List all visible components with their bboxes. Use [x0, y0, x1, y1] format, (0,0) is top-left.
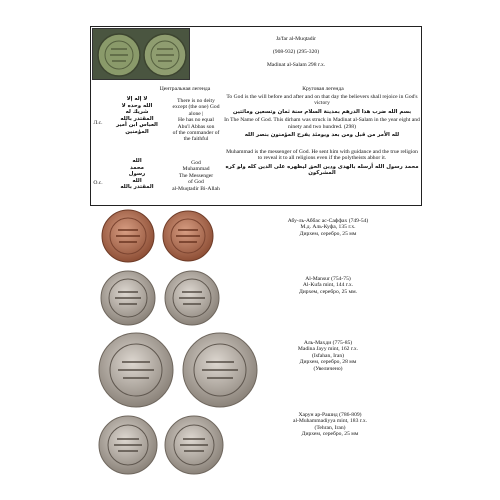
obverse-central-translation: There is no deity except (the one) God alone | He has no equal Abu'l Abbas son of the commander of the faithful — [172, 98, 220, 143]
central-legend-title: Центральная легенда — [159, 86, 211, 92]
circular-translation-2: In The Name of God. This dirham was struck in Madinat al-Salam in the year eight and ninety and two hundred. (298) — [224, 117, 420, 130]
reverse-label: О.с. — [93, 180, 103, 186]
ruler-dates: (908-932) (295-320) — [272, 49, 320, 56]
coin-photo-mansur — [96, 266, 226, 330]
mint-name: Madinat al-Salam 298 г.х. — [266, 62, 326, 69]
circular-arabic-2: بسم الله ضرب هذا الدرهم بمدينة السلام سنة ثمان وتسعين ومائتين — [232, 108, 412, 115]
obverse-central-arabic: لا إله إلا الله وحده لا شريك له المقتدر بالله العباس ابن أمير المؤمنين — [116, 96, 158, 135]
caption-mansur: Al-Mansur (754-75) Al-Kufa mint, 144 г.х. Дирхем, серебро, 25 мм. — [298, 276, 358, 295]
coin-photo-saffah — [96, 206, 220, 268]
obverse-label: Л.с. — [93, 120, 103, 126]
reverse-central-translation: God Muhammad The Messenger of God al-Muqtadir Bi-Allah — [172, 160, 220, 192]
circular-translation-3: Muhammad is the messenger of God. He sent him with guidance and the true religion to reveal it to all religions even if the polytheists abhor it. — [226, 148, 418, 162]
caption-harun: Харун ар-Рашид (786-809) al-Muhammadiyya mint, 183 г.х. (Tehran, Iran) Дирхем, серебро, 25 мм — [292, 412, 368, 438]
coin-photo-muqtadir — [92, 28, 190, 80]
ruler-name: Ja'far al-Muqtadir — [276, 36, 316, 43]
circular-arabic-3: محمد رسول الله أرسله بالهدى ودين الحق ليظهره على الدين كله ولو كره المشركون — [225, 163, 419, 177]
caption-mahdi: Аль-Махди (775-85) Madina Jayy mint, 162 г.х. (Isfahan, Iran) Дирхем, серебро, 28 мм (Увеличено) — [297, 340, 359, 372]
coin-photo-harun — [96, 412, 228, 478]
caption-saffah: Абу-ль-Аббас ас-Саффах (749-54) М.д. Аль-Куфа, 135 г.х. Дирхем, серебро, 25 мм — [287, 218, 369, 237]
reverse-central-arabic: الله محمد رسول الله المقتدر بالله — [120, 158, 154, 191]
circular-legend-title: Круговая легенда — [302, 86, 344, 92]
coin-photo-mahdi — [96, 330, 264, 412]
circular-translation-1: To God is the will before and after and on that day the believers shall rejoice in God's victory — [226, 94, 418, 107]
circular-arabic-1: لله الأمر من قبل ومن بعد ويومئذ يفرح المؤمنون بنصر الله — [244, 132, 400, 139]
